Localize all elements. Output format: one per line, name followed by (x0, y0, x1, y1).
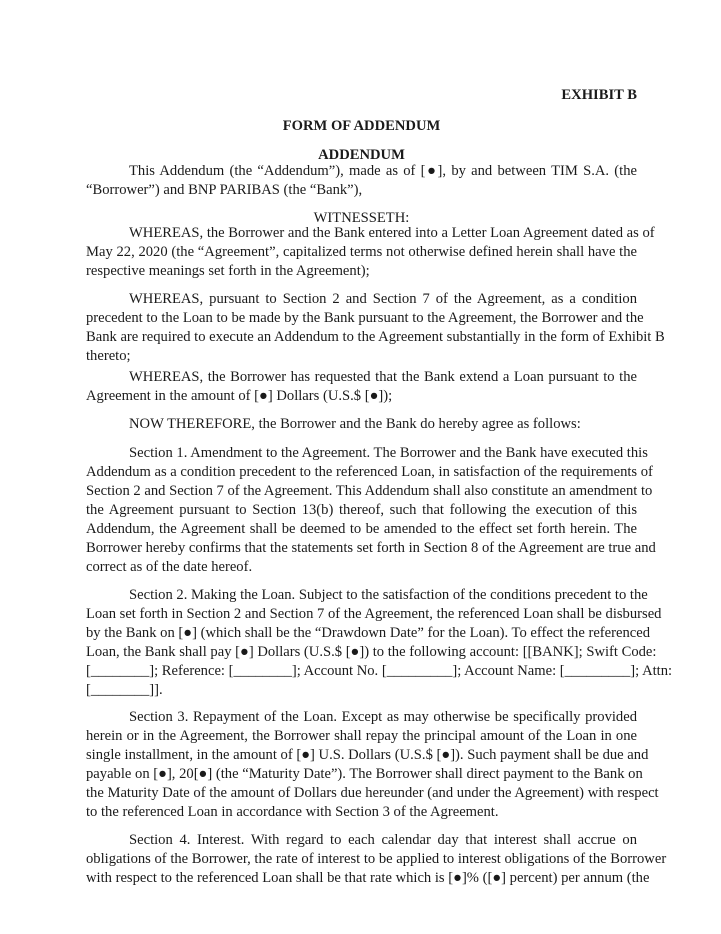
operative-line: NOW THEREFORE, the Borrower and the Bank do hereby agree as follows: (129, 416, 581, 432)
section-2-line: Loan, the Bank shall pay [●] Dollars (U.S.$ [●]) to the following account: [[BANK]; Swift Code: (86, 644, 657, 660)
witnesseth-heading: WITNESSETH: (313, 210, 410, 226)
section-1-line: Section 1. Amendment to the Agreement. The Borrower and the Bank have executed this (129, 445, 648, 461)
form-title: FORM OF ADDENDUM (282, 118, 441, 134)
section-2-line: [________]]. (86, 682, 163, 698)
section-2-line: Loan set forth in Section 2 and Section 7 of the Agreement, the referenced Loan shall be disbursed (86, 606, 662, 622)
recital-line: WHEREAS, the Borrower and the Bank entered into a Letter Loan Agreement dated as of (129, 225, 655, 241)
section-2-line: Section 2. Making the Loan. Subject to the satisfaction of the conditions precedent to the (129, 587, 648, 603)
recital-line: May 22, 2020 (the “Agreement”, capitalized terms not otherwise defined herein shall have the (86, 244, 637, 260)
section-4-line: obligations of the Borrower, the rate of interest to be applied to interest obligations of the Borrower (86, 851, 667, 867)
doc-title: ADDENDUM (318, 147, 405, 163)
section-3-line: the Maturity Date of the amount of Dollars due hereunder (and under the Agreement) with respect (86, 785, 659, 801)
recital-line: thereto; (86, 348, 131, 364)
section-1-line: Addendum, the Agreement shall be deemed to be amended to the effect set forth herein. The (86, 521, 637, 537)
section-1-line: correct as of the date hereof. (86, 559, 253, 575)
exhibit-label: EXHIBIT B (561, 87, 637, 103)
section-4-line: Section 4. Interest. With regard to each calendar day that interest shall accrue on (129, 832, 637, 848)
recital-line: Agreement in the amount of [●] Dollars (U.S.$ [●]); (86, 388, 393, 404)
recital-line: Bank are required to execute an Addendum to the Agreement substantially in the form of Exhibit B (86, 329, 665, 345)
section-1-line: Section 2 and Section 7 of the Agreement. This Addendum shall also constitute an amendment to (86, 483, 653, 499)
section-2-line: [________]; Reference: [________]; Account No. [_________]; Account Name: [_________]; Attn: (86, 663, 673, 679)
section-1-line: Addendum as a condition precedent to the referenced Loan, in satisfaction of the requirements of (86, 464, 653, 480)
intro-line: This Addendum (the “Addendum”), made as of [●], by and between TIM S.A. (the (129, 163, 637, 179)
section-4-line: with respect to the referenced Loan shall be that rate which is [●]% ([●] percent) per annum (the (86, 870, 650, 886)
section-3-line: to the referenced Loan in accordance with Section 3 of the Agreement. (86, 804, 499, 820)
section-2-line: by the Bank on [●] (which shall be the “Drawdown Date” for the Loan). To effect the referenced (86, 625, 651, 641)
section-3-line: single installment, in the amount of [●] U.S. Dollars (U.S.$ [●]). Such payment shall be due and (86, 747, 649, 763)
recital-line: WHEREAS, the Borrower has requested that the Bank extend a Loan pursuant to the (129, 369, 637, 385)
recital-line: respective meanings set forth in the Agreement); (86, 263, 370, 279)
section-1-line: Borrower hereby confirms that the statements set forth in Section 8 of the Agreement are true and (86, 540, 656, 556)
section-1-line: the Agreement pursuant to Section 13(b) thereof, such that following the execution of this (86, 502, 637, 518)
section-3-line: Section 3. Repayment of the Loan. Except as may otherwise be specifically provided (129, 709, 637, 725)
section-3-line: payable on [●], 20[●] (the “Maturity Date”). The Borrower shall direct payment to the Bank on (86, 766, 643, 782)
section-3-line: herein or in the Agreement, the Borrower shall repay the principal amount of the Loan in one (86, 728, 637, 744)
recital-line: precedent to the Loan to be made by the Bank pursuant to the Agreement, the Borrower and the (86, 310, 644, 326)
intro-line: “Borrower”) and BNP PARIBAS (the “Bank”), (86, 182, 363, 198)
recital-line: WHEREAS, pursuant to Section 2 and Section 7 of the Agreement, as a condition (129, 291, 637, 307)
